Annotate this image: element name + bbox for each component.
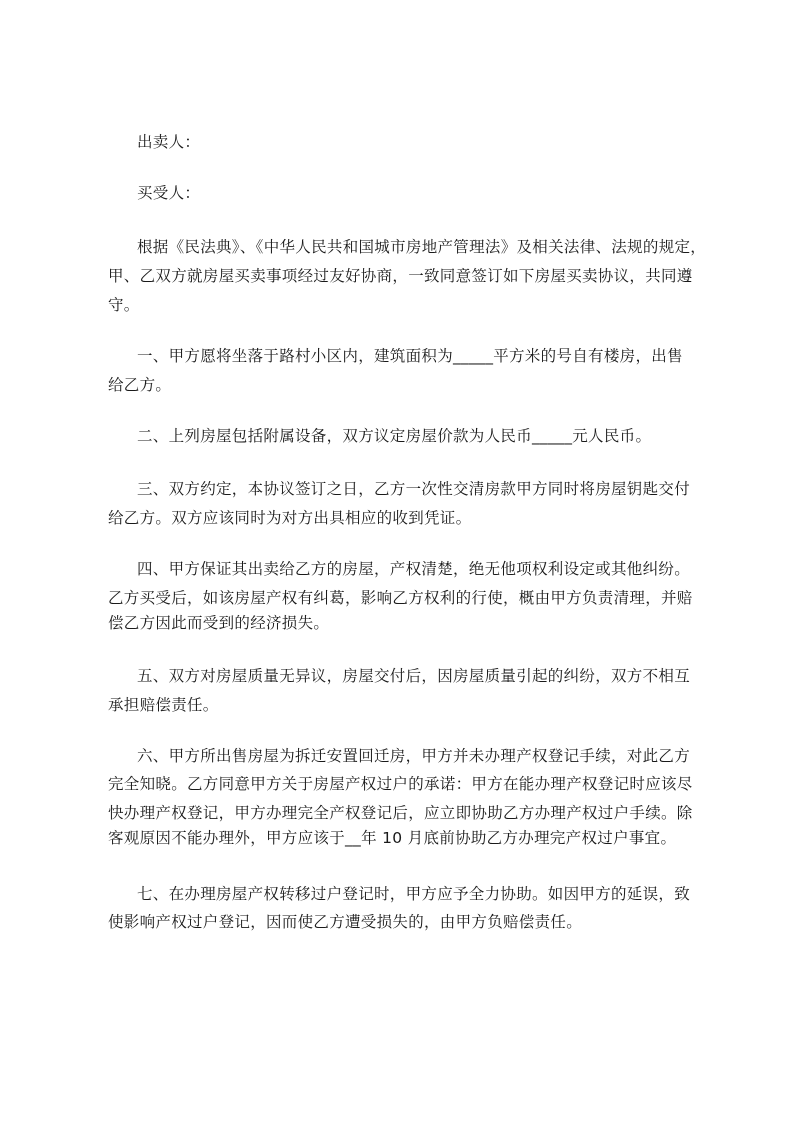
clause-line: 给乙方。双方应该同时为对方出具相应的收到凭证。 bbox=[108, 509, 472, 527]
clause-line: 快办理产权登记，甲方办理完全产权登记后，应立即协助乙方办理产权过户手续。除 bbox=[108, 804, 693, 822]
clause-line: 客观原因不能办理外，甲方应该于__年 10 月底前协助乙方办理完产权过户事宜。 bbox=[108, 829, 677, 847]
buyer-label: 买受人： bbox=[137, 184, 201, 202]
clause-line: 一、甲方愿将坐落于路村小区内，建筑面积为_____平方米的号自有楼房，出售 bbox=[137, 347, 683, 365]
clause-line: 三、双方约定，本协议签订之日，乙方一次性交清房款甲方同时将房屋钥匙交付 bbox=[137, 480, 691, 498]
preamble-line: 守。 bbox=[108, 296, 140, 314]
seller-label: 出卖人： bbox=[137, 133, 201, 151]
clause-line: 使影响产权过户登记，因而使乙方遭受损失的，由甲方负赔偿责任。 bbox=[108, 913, 583, 931]
clause-line: 乙方买受后，如该房屋产权有纠葛，影响乙方权利的行使，概由甲方负责清理，并赔 bbox=[108, 589, 693, 607]
clause-line: 给乙方。 bbox=[108, 376, 172, 394]
clause-line: 七、在办理房屋产权转移过户登记时，甲方应予全力协助。如因甲方的延误，致 bbox=[137, 885, 691, 903]
preamble-line: 甲、乙双方就房屋买卖事项经过友好协商，一致同意签订如下房屋买卖协议，共同遵 bbox=[108, 267, 693, 285]
clause-line: 四、甲方保证其出卖给乙方的房屋，产权清楚，绝无他项权利设定或其他纠纷。 bbox=[137, 560, 691, 578]
clause-line: 偿乙方因此而受到的经济损失。 bbox=[108, 614, 330, 632]
clause-line: 二、上列房屋包括附属设备，双方议定房屋价款为人民币_____元人民币。 bbox=[137, 427, 652, 445]
clause-line: 六、甲方所出售房屋为拆迁安置回迁房，甲方并未办理产权登记手续，对此乙方 bbox=[137, 747, 691, 765]
preamble-line: 根据《民法典》、《中华人民共和国城市房地产管理法》及相关法律、法规的规定， bbox=[137, 238, 707, 256]
clause-line: 完全知晓。乙方同意甲方关于房屋产权过户的承诺：甲方在能办理产权登记时应该尽 bbox=[108, 775, 693, 793]
clause-line: 承担赔偿责任。 bbox=[108, 696, 219, 714]
clause-line: 五、双方对房屋质量无异议，房屋交付后，因房屋质量引起的纠纷，双方不相互 bbox=[137, 667, 691, 685]
